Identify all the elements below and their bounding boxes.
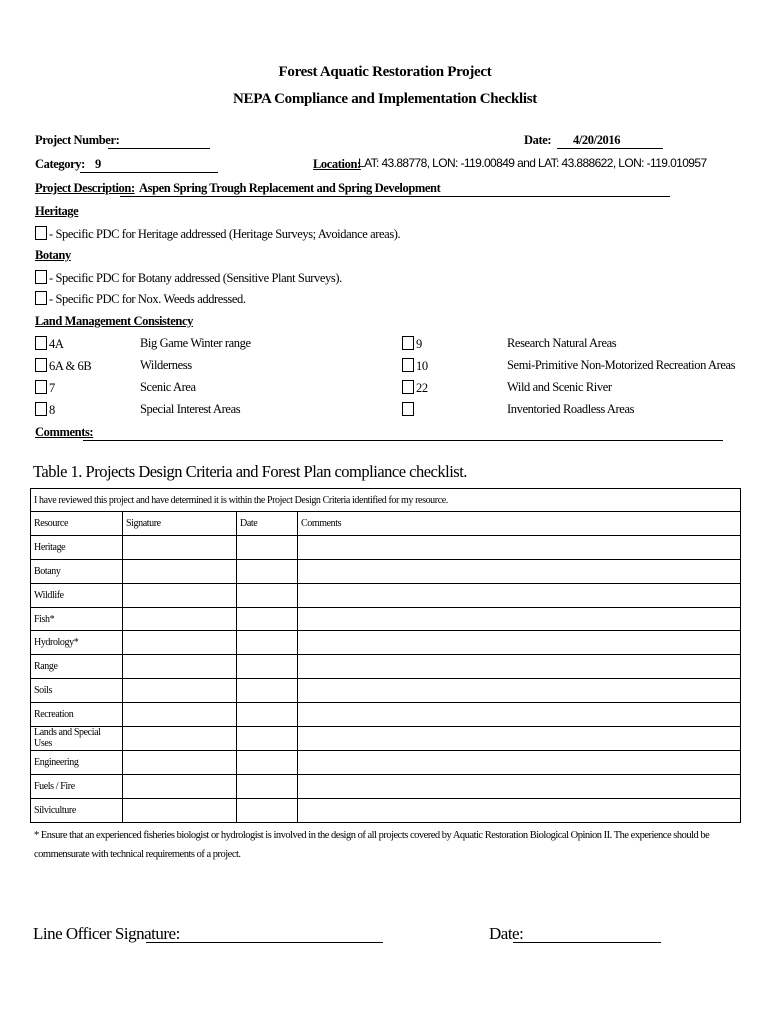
- land-mgmt-name: Wilderness: [140, 358, 192, 372]
- resource-cell: Lands and Special Uses: [31, 727, 123, 751]
- signature-cell[interactable]: [123, 679, 237, 703]
- land-mgmt-name: Semi-Primitive Non-Motorized Recreation Areas: [507, 358, 736, 372]
- signature-cell[interactable]: [123, 583, 237, 607]
- comments-cell[interactable]: [298, 798, 741, 822]
- botany-item-label: - Specific PDC for Botany addressed (Sensitive Plant Surveys).: [49, 271, 342, 285]
- land-mgmt-checkbox[interactable]: [35, 402, 47, 416]
- category-field[interactable]: [80, 172, 218, 173]
- table-row: [31, 774, 741, 798]
- line-officer-signature-field[interactable]: [146, 942, 383, 943]
- land-mgmt-checkbox[interactable]: [402, 402, 414, 416]
- column-header: Comments: [298, 512, 741, 536]
- land-mgmt-name: Research Natural Areas: [507, 336, 617, 350]
- location-label: Location:: [313, 157, 361, 171]
- resource-cell: Hydrology*: [31, 631, 123, 655]
- land-mgmt-code: 8: [49, 403, 55, 417]
- botany-item: [35, 291, 246, 307]
- category-value: 9: [95, 157, 101, 171]
- column-header: Signature: [123, 512, 237, 536]
- heritage-item: [35, 226, 400, 242]
- comments-cell[interactable]: [298, 559, 741, 583]
- land-mgmt-code: 6A & 6B: [49, 359, 92, 373]
- resource-cell: Silviculture: [31, 798, 123, 822]
- date-field[interactable]: [557, 148, 663, 149]
- land-mgmt-name: Inventoried Roadless Areas: [507, 402, 635, 416]
- land-mgmt-option: [35, 402, 55, 418]
- land-mgmt-name: Wild and Scenic River: [507, 380, 612, 394]
- comments-cell[interactable]: [298, 727, 741, 751]
- land-mgmt-code: 4A: [49, 337, 64, 351]
- signature-cell[interactable]: [123, 607, 237, 631]
- comments-cell[interactable]: [298, 655, 741, 679]
- date-cell[interactable]: [237, 679, 298, 703]
- land-mgmt-checkbox[interactable]: [402, 336, 414, 350]
- land-mgmt-option: [402, 380, 428, 396]
- comments-cell[interactable]: [298, 750, 741, 774]
- table-row: [31, 607, 741, 631]
- table-row: [31, 535, 741, 559]
- table-row: [31, 750, 741, 774]
- column-header: Resource: [31, 512, 123, 536]
- document-title-line1: Forest Aquatic Restoration Project: [278, 64, 492, 80]
- date-cell[interactable]: [237, 798, 298, 822]
- column-header: Date: [237, 512, 298, 536]
- signature-cell[interactable]: [123, 703, 237, 727]
- resource-cell: Fish*: [31, 607, 123, 631]
- signature-cell[interactable]: [123, 750, 237, 774]
- project-description-value: Aspen Spring Trough Replacement and Spring Development: [139, 181, 441, 195]
- signature-cell[interactable]: [123, 798, 237, 822]
- signature-cell[interactable]: [123, 559, 237, 583]
- land-mgmt-name: Big Game Winter range: [140, 336, 251, 350]
- heritage-checkbox[interactable]: [35, 226, 47, 240]
- table-row: [31, 583, 741, 607]
- land-mgmt-option: [402, 336, 422, 352]
- date-cell[interactable]: [237, 774, 298, 798]
- land-mgmt-code: 10: [416, 359, 428, 373]
- comments-cell[interactable]: [298, 583, 741, 607]
- signature-cell[interactable]: [123, 535, 237, 559]
- signature-cell[interactable]: [123, 655, 237, 679]
- resource-cell: Wildlife: [31, 583, 123, 607]
- botany-heading: Botany: [35, 248, 71, 262]
- comments-cell[interactable]: [298, 535, 741, 559]
- date-cell[interactable]: [237, 607, 298, 631]
- heritage-heading: Heritage: [35, 204, 79, 218]
- resource-cell: Botany: [31, 559, 123, 583]
- land-mgmt-checkbox[interactable]: [402, 358, 414, 372]
- land-mgmt-checkbox[interactable]: [35, 358, 47, 372]
- land-mgmt-option: [402, 402, 416, 418]
- category-label: Category:: [35, 157, 85, 171]
- comments-cell[interactable]: [298, 703, 741, 727]
- date-cell[interactable]: [237, 655, 298, 679]
- document-title-line2: NEPA Compliance and Implementation Checklist: [232, 91, 538, 107]
- land-mgmt-code: 7: [49, 381, 55, 395]
- land-mgmt-checkbox[interactable]: [402, 380, 414, 394]
- comments-cell[interactable]: [298, 774, 741, 798]
- date-cell[interactable]: [237, 703, 298, 727]
- signature-cell[interactable]: [123, 727, 237, 751]
- resource-cell: Fuels / Fire: [31, 774, 123, 798]
- table-header-row: [31, 512, 741, 536]
- comments-field[interactable]: [83, 440, 723, 441]
- land-mgmt-checkbox[interactable]: [35, 336, 47, 350]
- signature-date-field[interactable]: [513, 942, 661, 943]
- resource-cell: Range: [31, 655, 123, 679]
- heritage-item-label: - Specific PDC for Heritage addressed (Heritage Surveys; Avoidance areas).: [49, 227, 401, 241]
- table-row: [31, 559, 741, 583]
- comments-cell[interactable]: [298, 679, 741, 703]
- date-cell[interactable]: [237, 750, 298, 774]
- signature-date-label: Date:: [489, 924, 524, 943]
- resource-cell: Heritage: [31, 535, 123, 559]
- date-cell[interactable]: [237, 535, 298, 559]
- location-value: LAT: 43.88778, LON: -119.00849 and LAT: 43.888622, LON: -119.010957: [358, 156, 707, 170]
- resource-cell: Engineering: [31, 750, 123, 774]
- resource-cell: Soils: [31, 679, 123, 703]
- signature-cell[interactable]: [123, 631, 237, 655]
- footnote: * Ensure that an experienced fisheries biologist or hydrologist is involved in the design of all projects covered by Aquatic Restoration Biological Opinion II. The experience should be commensurate with technical requirements of a project.: [34, 830, 710, 860]
- table-row: [31, 679, 741, 703]
- land-mgmt-name: Scenic Area: [140, 380, 196, 394]
- comments-cell[interactable]: [298, 607, 741, 631]
- date-cell[interactable]: [237, 583, 298, 607]
- table-row: [31, 798, 741, 822]
- comments-label: Comments:: [35, 425, 94, 439]
- botany-plant-checkbox[interactable]: [35, 270, 47, 284]
- resource-cell: Recreation: [31, 703, 123, 727]
- date-label: Date:: [524, 133, 552, 147]
- project-number-label: Project Number:: [35, 133, 120, 147]
- table-row: [31, 727, 741, 751]
- table-caption: Table 1. Projects Design Criteria and Forest Plan compliance checklist.: [33, 462, 467, 481]
- signature-cell[interactable]: [123, 774, 237, 798]
- table-row: [31, 703, 741, 727]
- project-number-field[interactable]: [108, 148, 210, 149]
- table-row: [31, 655, 741, 679]
- comments-cell[interactable]: [298, 631, 741, 655]
- land-mgmt-option: [402, 358, 428, 374]
- project-description-field[interactable]: [120, 196, 670, 197]
- table-row: [31, 631, 741, 655]
- land-mgmt-option: [35, 358, 91, 374]
- botany-item-label: - Specific PDC for Nox. Weeds addressed.: [49, 292, 246, 306]
- line-officer-signature-label: Line Officer Signature:: [33, 924, 180, 943]
- project-description-label: Project Description:: [35, 181, 135, 195]
- design-criteria-table: [30, 488, 741, 823]
- land-management-heading: Land Management Consistency: [35, 314, 193, 328]
- date-cell[interactable]: [237, 559, 298, 583]
- land-mgmt-code: 22: [416, 381, 428, 395]
- land-mgmt-option: [35, 336, 63, 352]
- table-statement: I have reviewed this project and have determined it is within the Project Design Criteria identified for my resource.: [31, 489, 741, 512]
- land-mgmt-name: Special Interest Areas: [140, 402, 241, 416]
- date-cell[interactable]: [237, 727, 298, 751]
- land-mgmt-option: [35, 380, 55, 396]
- date-cell[interactable]: [237, 631, 298, 655]
- botany-item: [35, 270, 342, 286]
- land-mgmt-checkbox[interactable]: [35, 380, 47, 394]
- date-value: 4/20/2016: [573, 133, 621, 147]
- botany-weeds-checkbox[interactable]: [35, 291, 47, 305]
- land-mgmt-code: 9: [416, 337, 422, 351]
